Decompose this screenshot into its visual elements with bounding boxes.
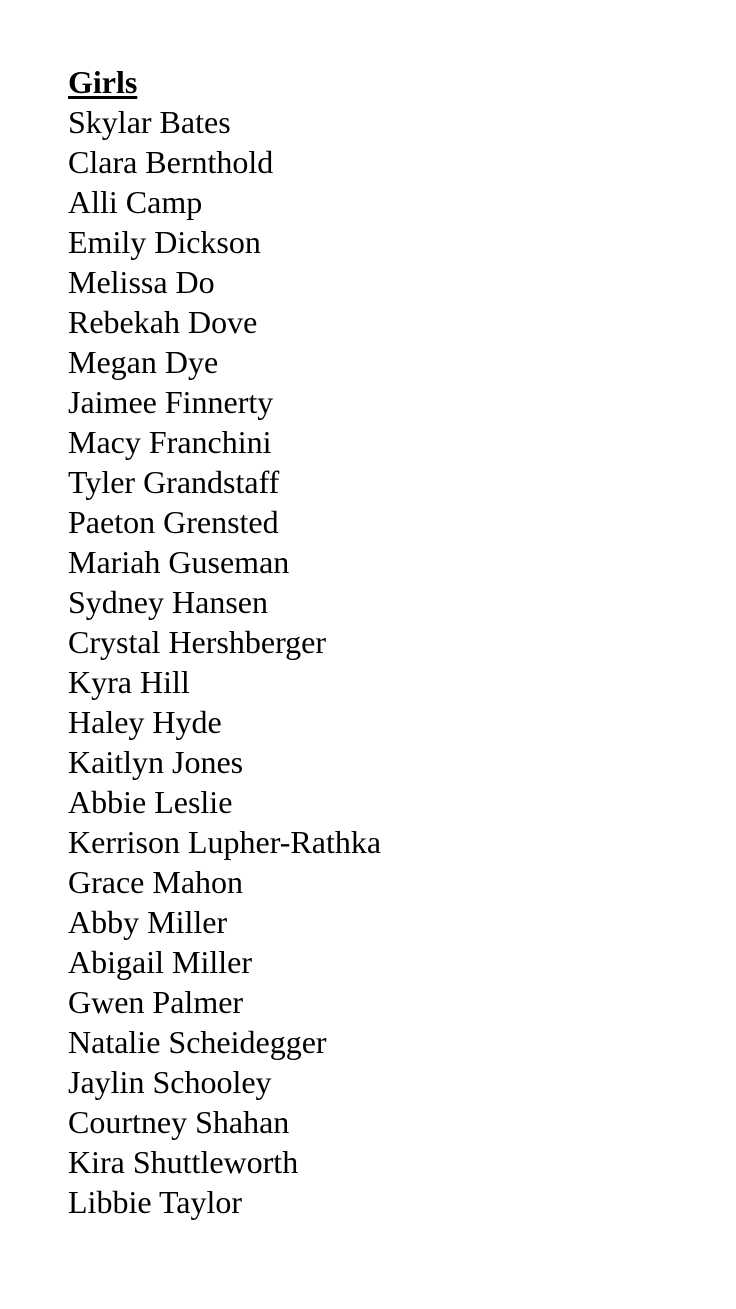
name-item: Megan Dye [68,344,219,380]
name-item: Natalie Scheidegger [68,1024,327,1060]
name-item: Kerrison Lupher-Rathka [68,824,382,860]
name-item: Kyra Hill [68,664,190,700]
name-item: Macy Franchini [68,424,272,460]
name-item: Haley Hyde [68,704,222,740]
name-item: Skylar Bates [68,104,231,140]
name-item: Jaimee Finnerty [68,384,274,420]
name-item: Alli Camp [68,184,203,220]
name-item: Mariah Guseman [68,544,290,580]
name-item: Sydney Hansen [68,584,268,620]
name-item: Clara Bernthold [68,144,274,180]
name-item: Gwen Palmer [68,984,244,1020]
name-item: Libbie Taylor [68,1184,243,1220]
name-list [68,102,736,1222]
name-item: Crystal Hershberger [68,624,326,660]
name-item: Kira Shuttleworth [68,1144,299,1180]
name-item: Tyler Grandstaff [68,464,280,500]
name-item: Melissa Do [68,264,215,300]
name-item: Paeton Grensted [68,504,279,540]
name-item: Abbie Leslie [68,784,233,820]
name-item: Abigail Miller [68,944,252,980]
name-item: Courtney Shahan [68,1104,290,1140]
name-item: Rebekah Dove [68,304,258,340]
list-heading: Girls [68,64,138,100]
name-item: Grace Mahon [68,864,244,900]
name-item: Emily Dickson [68,224,261,260]
name-item: Jaylin Schooley [68,1064,272,1100]
name-item: Abby Miller [68,904,228,940]
name-item: Kaitlyn Jones [68,744,244,780]
